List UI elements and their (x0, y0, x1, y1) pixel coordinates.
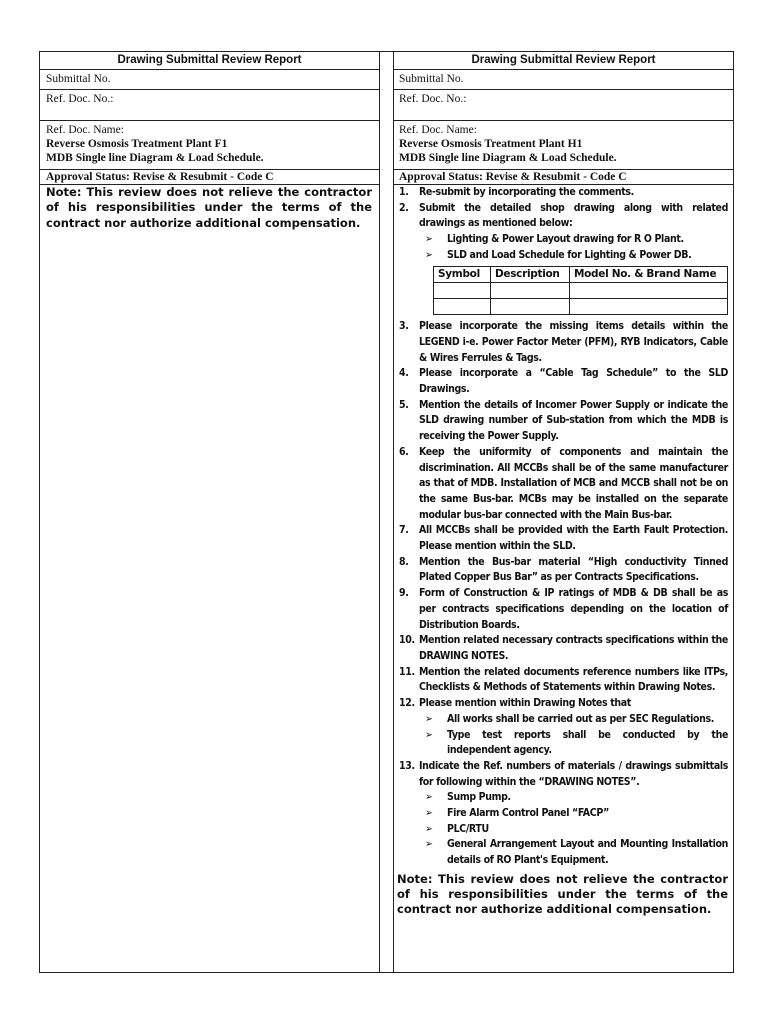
ref-doc-name-label: Ref. Doc. Name: (46, 124, 124, 136)
comment-item (397, 398, 728, 445)
table-row (434, 283, 728, 299)
item-number: 9. (399, 587, 409, 600)
item-text: All MCCBs shall be provided with the Earth Fault Protection. Please mention within the SLD. (419, 524, 728, 553)
arrow-bullet-icon: ➢ (425, 233, 433, 246)
item-number: 5. (399, 398, 409, 411)
row-rule (393, 120, 733, 121)
submittal-no-label-right: Submittal No. (399, 73, 464, 85)
ref-doc-name-line1: Reverse Osmosis Treatment Plant F1 (46, 138, 228, 150)
comment-item (397, 665, 728, 696)
comment-item (397, 586, 728, 633)
sub-item (397, 232, 728, 248)
item-text: Indicate the Ref. numbers of materials / drawings submittals for following within the “DRAWING NOTES”. (419, 759, 728, 788)
item-text: Mention the details of Incomer Power Supply or indicate the SLD drawing number of Sub-station from which the MDB is receiving the Power Supply. (419, 398, 728, 443)
table-header-cell: Model No. & Brand Name (570, 266, 728, 283)
item-number: 7. (399, 524, 409, 537)
arrow-bullet-icon: ➢ (425, 838, 433, 851)
sub-item (397, 712, 728, 728)
row-rule (40, 89, 379, 90)
arrow-bullet-icon: ➢ (425, 248, 433, 261)
table-cell (434, 299, 491, 315)
table-cell (570, 299, 728, 315)
comment-item (397, 319, 728, 366)
sub-item (397, 248, 728, 264)
review-report-frame (39, 51, 734, 973)
review-comments-list (397, 185, 728, 918)
comment-item (397, 555, 728, 586)
ref-doc-name-label: Ref. Doc. Name: (399, 124, 477, 136)
item-number: 8. (399, 555, 409, 568)
submittal-no-label-left: Submittal No. (46, 73, 111, 85)
symbol-table (433, 266, 728, 316)
comment-item (397, 523, 728, 554)
table-header-cell: Description (491, 266, 570, 283)
item-text: Mention the Bus-bar material “High conductivity Tinned Plated Copper Bus Bar” as per Contracts Specifications. (419, 555, 728, 584)
comment-item (397, 759, 728, 790)
sub-item (397, 822, 728, 838)
arrow-bullet-icon: ➢ (425, 807, 433, 820)
item-text: Mention related necessary contracts specifications within the DRAWING NOTES. (419, 634, 728, 662)
item-text: Please incorporate a “Cable Tag Schedule” to the SLD Drawings. (419, 367, 728, 396)
sub-item-text: All works shall be carried out as per SEC Regulations. (447, 712, 715, 725)
sub-item-text: General Arrangement Layout and Mounting Installation details of RO Plant's Equipment. (447, 838, 728, 867)
item-number: 1. (399, 186, 409, 198)
item-number: 12. (399, 697, 415, 710)
row-rule (40, 120, 379, 121)
sub-item (397, 728, 728, 759)
table-cell (491, 299, 570, 315)
comment-item (397, 201, 728, 232)
disclaimer-note-left: Note: This review does not relieve the contractor of his responsibilities under the terms of the contract nor authorize additional compensation. (46, 185, 372, 230)
comment-item (397, 185, 728, 201)
item-number: 13. (399, 759, 415, 772)
disclaimer-note-right: Note: This review does not relieve the contractor of his responsibilities under the terms of the contract nor authorize additional compensation. (397, 871, 728, 917)
item-text: Please mention within Drawing Notes that (419, 697, 631, 710)
report-title-right: Drawing Submittal Review Report (471, 54, 656, 66)
arrow-bullet-icon: ➢ (425, 791, 433, 804)
table-cell (434, 283, 491, 299)
ref-doc-name-line1: Reverse Osmosis Treatment Plant H1 (399, 138, 583, 150)
item-text: Re-submit by incorporating the comments. (419, 186, 634, 198)
ref-doc-no-label-left: Ref. Doc. No.: (46, 93, 114, 105)
row-rule (393, 89, 733, 90)
sub-item (397, 806, 728, 822)
item-text: Please incorporate the missing items details within the LEGEND i-e. Power Factor Meter (PFM), RYB Indicators, Cable & Wires Ferrules & Tags. (419, 320, 728, 364)
ref-doc-name-line2: MDB Single line Diagram & Load Schedule. (46, 152, 264, 164)
ref-doc-name-left (40, 123, 379, 165)
item-number: 11. (399, 665, 415, 678)
report-title-left: Drawing Submittal Review Report (117, 54, 302, 66)
item-number: 2. (399, 201, 409, 214)
ref-doc-no-label-right: Ref. Doc. No.: (399, 93, 467, 105)
item-text: Form of Construction & IP ratings of MDB & DB shall be as per contracts specifications depending on the location of Distribution Boards. (419, 587, 728, 631)
sub-item (397, 790, 728, 806)
comment-item (397, 366, 728, 397)
row-rule (393, 69, 733, 70)
item-number: 10. (399, 634, 415, 647)
comment-item (397, 445, 728, 524)
arrow-bullet-icon: ➢ (425, 728, 433, 741)
row-rule (40, 69, 379, 70)
ref-doc-name-right (393, 123, 734, 165)
item-number: 3. (399, 320, 409, 333)
sub-item (397, 837, 728, 868)
sub-item-text: PLC/RTU (447, 822, 489, 835)
table-header-cell: Symbol (434, 266, 491, 283)
ref-doc-name-line2: MDB Single line Diagram & Load Schedule. (399, 152, 617, 164)
approval-status-right: Approval Status: Revise & Resubmit - Code C (399, 171, 627, 183)
table-header-row (434, 266, 728, 283)
item-text: Submit the detailed shop drawing along with related drawings as mentioned below: (419, 201, 728, 230)
arrow-bullet-icon: ➢ (425, 822, 433, 835)
table-row (434, 299, 728, 315)
sub-item-text: Type test reports shall be conducted by the independent agency. (447, 728, 728, 757)
comment-item (397, 633, 728, 664)
table-cell (570, 283, 728, 299)
column-divider-right (393, 52, 394, 972)
sub-item-text: SLD and Load Schedule for Lighting & Power DB. (447, 248, 692, 261)
sub-item-text: Fire Alarm Control Panel “FACP” (447, 807, 609, 820)
item-text: Mention the related documents reference numbers like ITPs, Checklists & Methods of Statements within Drawing Notes. (419, 665, 728, 694)
table-cell (491, 283, 570, 299)
sub-item-text: Sump Pump. (447, 791, 511, 804)
column-divider-left (379, 52, 380, 972)
item-number: 4. (399, 367, 409, 380)
item-text: Keep the uniformity of components and maintain the discrimination. All MCCBs shall be of the same manufacturer as that of MDB. Installation of MCB and MCCB shall not be on the same Bus-bar. MCBs may be installed on the separate modular bus-bar connected with the Main Bus-bar. (419, 445, 728, 521)
item-number: 6. (399, 445, 409, 458)
sub-item-text: Lighting & Power Layout drawing for R O Plant. (447, 233, 684, 246)
arrow-bullet-icon: ➢ (425, 712, 433, 725)
approval-status-left: Approval Status: Revise & Resubmit - Code C (46, 171, 274, 183)
comment-item (397, 696, 728, 712)
